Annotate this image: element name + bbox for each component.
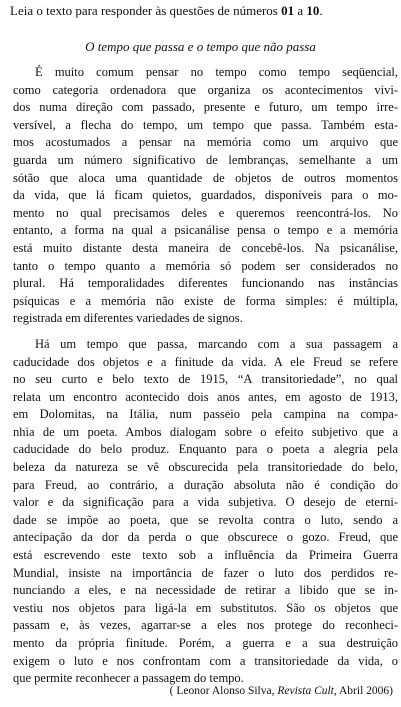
instruction-connector: a [294,3,307,18]
text-line: está muito distante desta maneira de concebê-los. Na psicanálise, [13,240,398,255]
text-line: mos acostumados a pensar na memória como um arquivo que [13,135,398,150]
text-line: em Dolomitas, na Itália, num passeio pela campina na compa- [13,407,398,422]
text-line: passam e, às vezes, agarrar-se a eles nos protege do reconheci- [13,618,398,633]
text-line: que permite reconhecer a passagem do tempo. [13,671,244,686]
paragraph-gap [13,328,398,336]
text-line: É muito comum pensar no tempo como tempo seqüencial, [35,65,398,79]
text-line: nhia de um poeta. Ambos dialogam sobre o efeito subjetivo que a [13,424,398,439]
text-line: está escrevendo este texto sob a influência da Primeira Guerra [13,548,398,563]
text-line: mento no qual precisamos deles e queremos reencontrá-los. No [13,205,398,220]
text-line: sótão que aloca uma quantidade de objetos de outros momentos [13,170,398,185]
paragraph-2 [13,336,398,688]
citation [170,684,393,699]
text-line: registrada em diferentes variedades de signos. [13,311,243,326]
text-line: entanto, a forma na qual a psicanálise pensa o tempo e a memória [13,223,398,238]
citation-date: , Abril 2006) [333,685,393,697]
text-line: relata um encontro acontecido dois anos antes, em agosto de 1913, [13,389,398,404]
text-line: plural. Há temporalidades diferentes funcionando nas instâncias [13,276,398,291]
text-line: valor e da significação para a vida subjetiva. O desejo de eterni- [13,495,398,510]
text-line: dade se impõe ao poeta, que se revolta contra o luto, sendo a [13,512,398,527]
text-line: exigem o luto e nos confrontam com a transitoriedade da vida, o [13,653,398,668]
text-line: guarda um número significativo de lembranças, semelhante a um [13,152,398,167]
question-start-number: 01 [281,3,295,18]
text-line: mento da própria finitude. Porém, a guerra e a sua destruição [13,636,398,650]
text-line: vestiu nos objetos para ligá-la em substitutos. São os objetos que [13,600,398,615]
text-title: O tempo que passa e o tempo que não passa [85,39,316,54]
text-line: psíquicas e a memória não existe de forma simples: é múltipla, [13,293,398,308]
instruction-suffix: . [319,3,323,18]
instruction-text [10,2,400,19]
text-line: Há um tempo que passa, marcando com a sua passagem a [35,336,398,351]
text-line: versível, a flecha do tempo, um tempo que passa. Também esta- [13,117,398,132]
text-line: caducidade do belo produz. Enquanto para o poeta a alegria pela [13,442,398,457]
text-line: da vida, que lá ficam quietos, guardados, disponíveis para o mo- [13,188,398,203]
text-line: dos numa direção com passado, presente e futuro, um tempo irre- [13,100,398,115]
text-line: Mundial, insiste na importância de fazer o luto dos perdidos re- [13,565,398,580]
text-line: antecipação da dor da perda o que obscurece o gozo. Freud, que [13,530,398,545]
text-line: caducidade dos objetos e a finitude da vida. A ele Freud se refere [13,354,398,369]
text-line: como categoria ordenadora que organiza os acontecimentos vivi- [13,82,398,97]
text-line: nunciando a eles, e na necessidade de retirar a libido que se in- [13,583,398,598]
text-line: tanto o tempo quanto a memória só podem ser considerados no [13,258,398,273]
text-line: beleza da natureza se vê obscurecida pela transitoriedade do belo, [13,460,398,475]
text-line: para Freud, ao contrário, a duração absoluta não é condição do [13,477,398,492]
question-end-number: 10 [306,3,320,18]
citation-open: ( [169,685,177,697]
instruction-prefix: Leia o texto para responder às questões de números [10,3,282,18]
citation-source: Revista Cult [277,685,334,697]
text-line: no seu curto e belo texto de 1915, “A transitoriedade”, no qual [13,372,398,387]
paragraph-1 [13,64,398,328]
citation-author: Leonor Alonso Silva, [176,685,278,697]
text-body [13,64,398,688]
